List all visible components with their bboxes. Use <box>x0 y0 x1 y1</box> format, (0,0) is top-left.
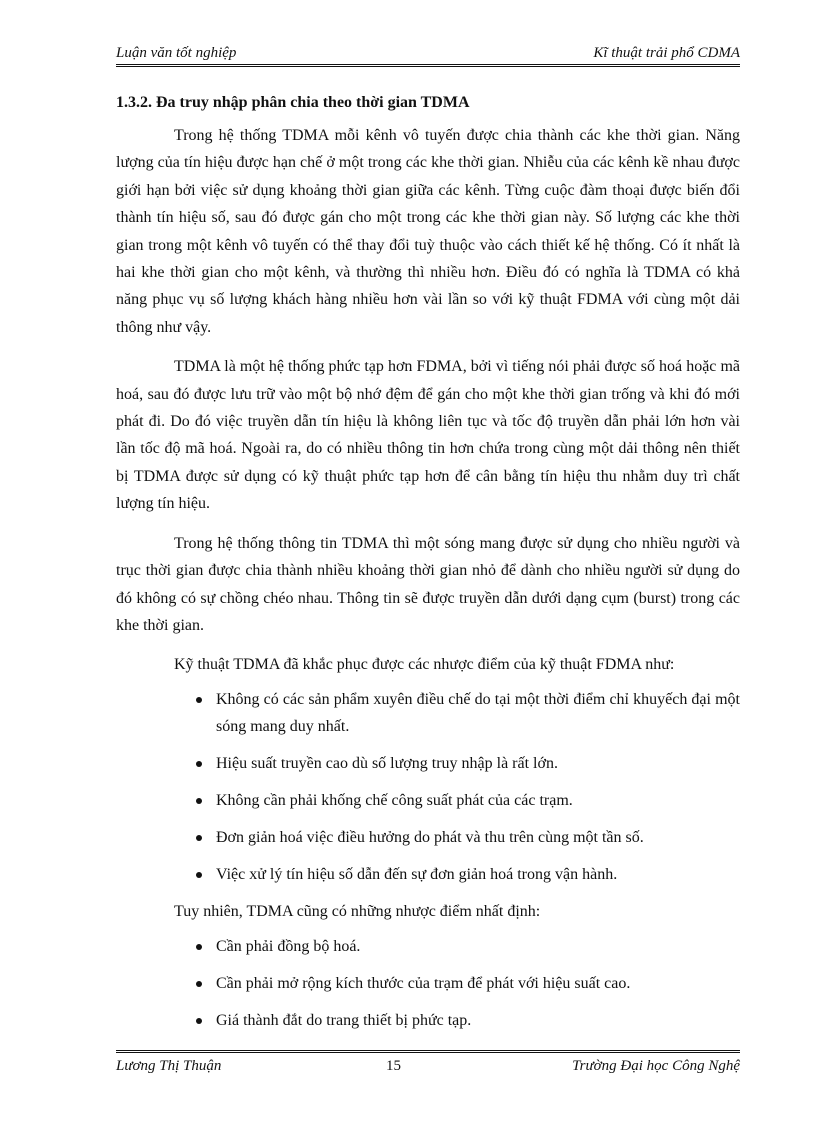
bullet-icon <box>196 981 202 987</box>
paragraph-1: Trong hệ thống TDMA mỗi kênh vô tuyến được chia thành các khe thời gian. Năng lượng của tín hiệu được hạn chế ở một trong các khe thời gian. Nhiễu của các kênh kề nhau được giới hạn bởi việc sử dụng khoảng thời gian giữa các kênh. Từng cuộc đàm thoại được biến đổi thành tín hiệu số, sau đó được gán cho một trong các khe thời gian này. Số lượng các khe thời gian trong một kênh vô tuyến có thể thay đổi tuỳ thuộc vào cách thiết kế hệ thống. Có ít nhất là hai khe thời gian cho một kênh, và thường thì nhiều hơn. Điều đó có nghĩa là TDMA có khả năng phục vụ số lượng khách hàng nhiều hơn vài lần so với kỹ thuật FDMA với cùng một dải thông như vậy. <box>116 127 740 336</box>
list-item <box>116 686 740 740</box>
list-item-text: Đơn giản hoá việc điều hưởng do phát và thu trên cùng một tần số. <box>216 829 644 847</box>
header-topic-label: Kĩ thuật trải phổ CDMA <box>593 45 740 61</box>
disadvantages-list <box>116 933 740 1034</box>
footer-university: Trường Đại học Công Nghệ <box>572 1058 740 1074</box>
page-body <box>116 90 740 1044</box>
bullet-icon <box>196 872 202 878</box>
page-number: 15 <box>386 1058 401 1074</box>
list-item-text: Cần phải đồng bộ hoá. <box>216 938 361 956</box>
list-item <box>116 824 740 851</box>
list-item <box>116 750 740 777</box>
bullet-icon <box>196 944 202 950</box>
list-item-text: Hiệu suất truyền cao dù số lượng truy nhập là rất lớn. <box>216 755 558 773</box>
bullet-icon <box>196 697 202 703</box>
list-item-text: Không có các sản phẩm xuyên điều chế do tại một thời điểm chỉ khuyếch đại một sóng mang duy nhất. <box>216 691 740 736</box>
list-item <box>116 970 740 997</box>
list-item <box>116 933 740 960</box>
footer-rule <box>116 1050 740 1053</box>
page-footer <box>116 1058 740 1080</box>
disadvantages-lead: Tuy nhiên, TDMA cũng có những nhược điểm nhất định: <box>174 903 541 921</box>
list-item-text: Cần phải mở rộng kích thước của trạm để phát với hiệu suất cao. <box>216 975 631 993</box>
paragraph-3: Trong hệ thống thông tin TDMA thì một sóng mang được sử dụng cho nhiều người và trục thời gian được chia thành nhiều khoảng thời gian nhỏ để dành cho nhiều người sử dụng do đó không có sự chồng chéo nhau. Thông tin sẽ được truyền dẫn dưới dạng cụm (burst) trong các khe thời gian. <box>116 534 740 634</box>
section-title: 1.3.2. Đa truy nhập phân chia theo thời gian TDMA <box>116 94 470 111</box>
footer-author: Lương Thị Thuận <box>116 1058 222 1074</box>
header-thesis-label: Luận văn tốt nghiệp <box>116 45 237 61</box>
list-item <box>116 861 740 888</box>
advantages-list <box>116 686 740 888</box>
list-item-text: Việc xử lý tín hiệu số dẫn đến sự đơn giản hoá trong vận hành. <box>216 866 618 884</box>
list-item <box>116 1007 740 1034</box>
bullet-icon <box>196 835 202 841</box>
bullet-icon <box>196 761 202 767</box>
list-item <box>116 787 740 814</box>
list-item-text: Giá thành đắt do trang thiết bị phức tạp. <box>216 1012 472 1030</box>
header-rule <box>116 64 740 67</box>
bullet-icon <box>196 1018 202 1024</box>
paragraph-2: TDMA là một hệ thống phức tạp hơn FDMA, bởi vì tiếng nói phải được số hoá hoặc mã hoá, sau đó được lưu trữ vào một bộ nhớ đệm để gán cho một khe thời gian trống và khi đó mới phát đi. Do đó việc truyền dẫn tín hiệu là không liên tục và tốc độ truyền dẫn phải lớn hơn vài lần tốc độ mã hoá. Ngoài ra, do có nhiều thông tin hơn chứa trong cùng một dải thông nên thiết bị TDMA được sử dụng có kỹ thuật phức tạp hơn để cân bằng tín hiệu thu nhằm duy trì chất lượng tín hiệu. <box>116 358 740 513</box>
advantages-lead: Kỹ thuật TDMA đã khắc phục được các nhược điểm của kỹ thuật FDMA như: <box>174 656 675 674</box>
list-item-text: Không cần phải khống chế công suất phát của các trạm. <box>216 792 573 810</box>
bullet-icon <box>196 798 202 804</box>
